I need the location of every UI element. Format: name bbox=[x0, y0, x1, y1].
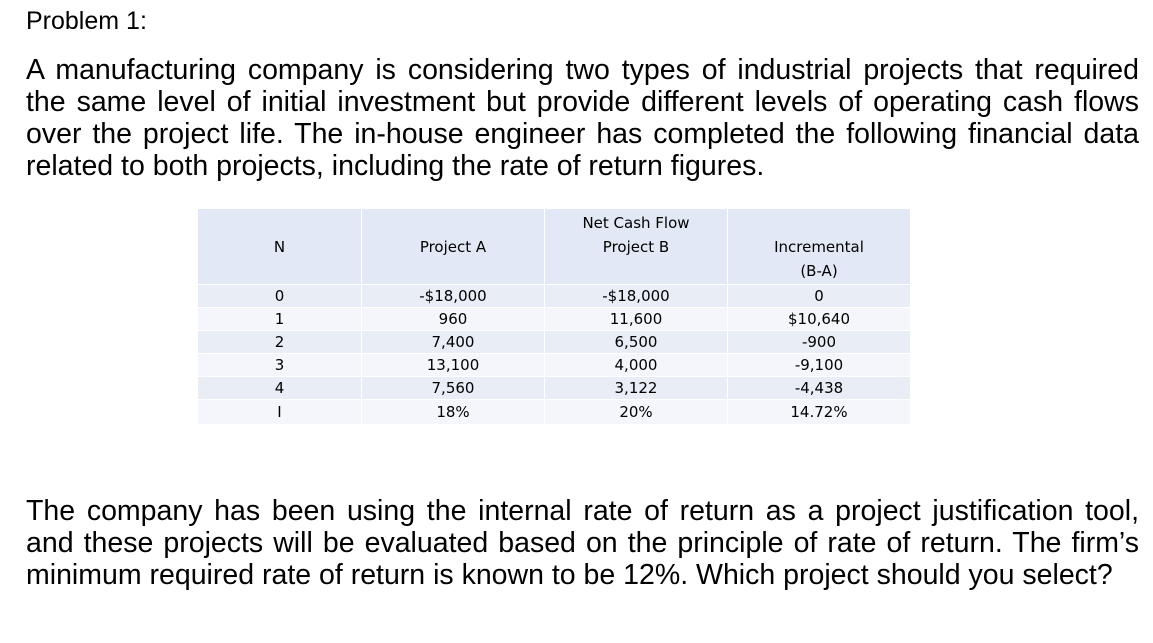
table-row bbox=[198, 377, 911, 400]
cell-n: 1 bbox=[198, 308, 362, 331]
cell-incremental: -900 bbox=[728, 331, 911, 354]
cell-n: 0 bbox=[198, 285, 362, 308]
cell-project-b: 11,600 bbox=[545, 308, 728, 331]
cell-project-a: 18% bbox=[362, 400, 545, 425]
cashflow-table bbox=[197, 208, 911, 425]
table-row-irr bbox=[198, 400, 911, 425]
cell-project-a: 7,400 bbox=[362, 331, 545, 354]
cell-project-b: -$18,000 bbox=[545, 285, 728, 308]
cell-incremental: $10,640 bbox=[728, 308, 911, 331]
header-project-b: Net Cash Flow Project B bbox=[545, 209, 728, 285]
table-row bbox=[198, 331, 911, 354]
cell-incremental: -4,438 bbox=[728, 377, 911, 400]
table-header-row bbox=[198, 209, 911, 285]
cell-project-a: 13,100 bbox=[362, 354, 545, 377]
cell-project-a: 960 bbox=[362, 308, 545, 331]
cell-project-b: 4,000 bbox=[545, 354, 728, 377]
cell-project-b: 6,500 bbox=[545, 331, 728, 354]
problem-title: Problem 1: bbox=[26, 7, 147, 35]
cell-n: 3 bbox=[198, 354, 362, 377]
table-row bbox=[198, 285, 911, 308]
table-row bbox=[198, 354, 911, 377]
cell-incremental: 0 bbox=[728, 285, 911, 308]
closing-paragraph: The company has been using the internal rate of return as a project justification tool, and these projects will be evaluated based on the principle of rate of return. The firm’s minimum required rate of return is known to be 12%. Which project should you select? bbox=[26, 495, 1139, 591]
cell-incremental: 14.72% bbox=[728, 400, 911, 425]
cell-project-b: 3,122 bbox=[545, 377, 728, 400]
header-net-cash-flow: Net Cash Flow bbox=[582, 214, 690, 232]
intro-paragraph: A manufacturing company is considering two types of industrial projects that required the same level of initial investment but provide different levels of operating cash flows over the project life. The in-house engineer has completed the following financial data related to both projects, including the rate of return figures. bbox=[26, 54, 1139, 182]
cell-n: 4 bbox=[198, 377, 362, 400]
cell-incremental: -9,100 bbox=[728, 354, 911, 377]
header-project-a: Project A bbox=[362, 209, 545, 285]
header-n: N bbox=[198, 209, 362, 285]
table-row bbox=[198, 308, 911, 331]
cell-n: I bbox=[198, 400, 362, 425]
cell-project-a: -$18,000 bbox=[362, 285, 545, 308]
cell-project-b: 20% bbox=[545, 400, 728, 425]
cell-n: 2 bbox=[198, 331, 362, 354]
header-incremental: Incremental (B-A) bbox=[728, 209, 911, 285]
cell-project-a: 7,560 bbox=[362, 377, 545, 400]
